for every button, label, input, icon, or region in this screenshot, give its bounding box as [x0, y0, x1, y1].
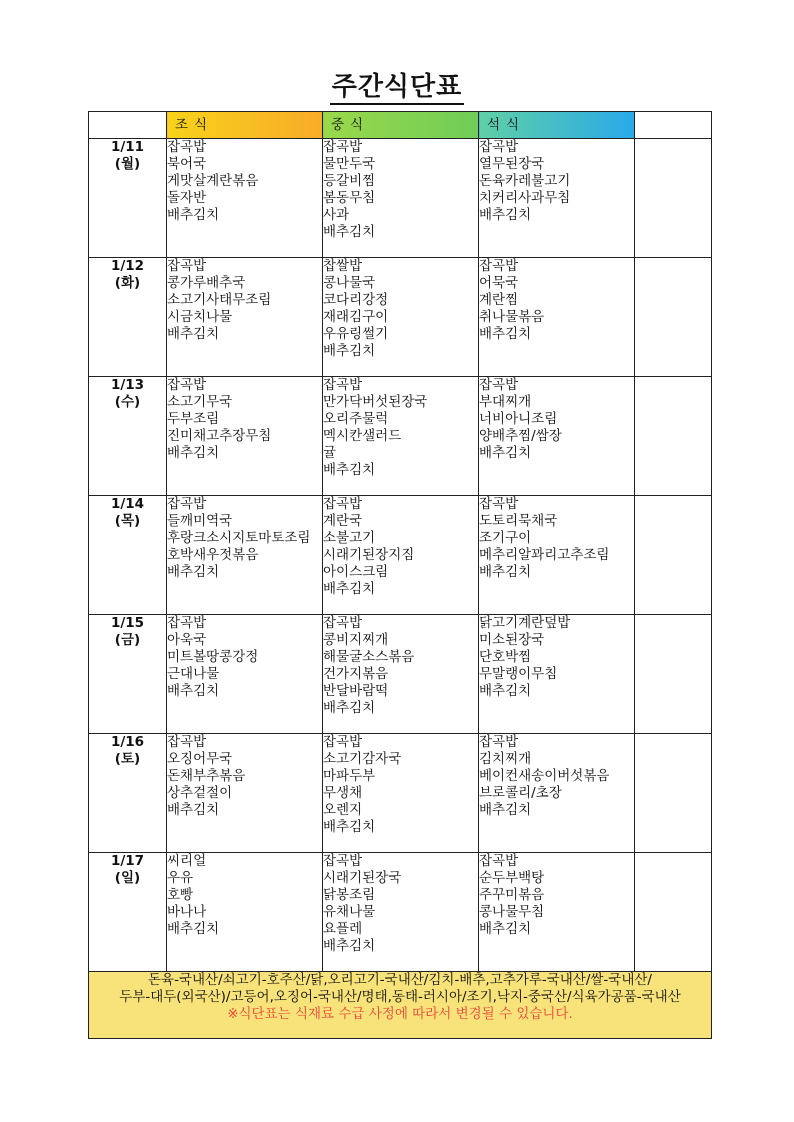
menu-item: 배추김치 — [479, 564, 532, 580]
menu-item: 두부조림 — [167, 411, 220, 427]
menu-item: 아이스크림 — [323, 564, 389, 580]
menu-item: 잡곡밥 — [323, 615, 363, 631]
breakfast-cell — [167, 496, 323, 615]
menu-item: 오징어무국 — [167, 751, 233, 767]
menu-item: 잡곡밥 — [479, 377, 519, 393]
menu-item: 잡곡밥 — [323, 853, 363, 869]
menu-item: 닭고기계란덮밥 — [479, 615, 571, 631]
menu-item: 치커리사과무침 — [479, 190, 571, 206]
weekday-label: (수) — [114, 394, 141, 410]
day-row — [89, 853, 712, 972]
menu-item: 돈채부추볶음 — [167, 768, 246, 784]
menu-item: 들깨미역국 — [167, 513, 233, 529]
menu-item: 잡곡밥 — [167, 615, 207, 631]
menu-item: 잡곡밥 — [167, 496, 207, 512]
menu-item: 부대찌개 — [479, 394, 532, 410]
lunch-cell — [323, 258, 479, 377]
breakfast-cell — [167, 258, 323, 377]
dinner-cell — [479, 615, 635, 734]
page-title — [0, 66, 794, 103]
menu-item: 콩나물국 — [323, 275, 376, 291]
extra-cell — [635, 139, 712, 258]
menu-item: 우유 — [167, 870, 194, 886]
menu-item: 귤 — [323, 445, 337, 461]
day-row — [89, 377, 712, 496]
menu-item: 베이컨새송이버섯볶음 — [479, 768, 610, 784]
breakfast-cell — [167, 615, 323, 734]
menu-item: 콩가루배추국 — [167, 275, 246, 291]
menu-item: 배추김치 — [323, 938, 376, 954]
date-label: 1/12 — [110, 258, 145, 274]
menu-item: 취나물볶음 — [479, 309, 545, 325]
menu-item: 단호박찜 — [479, 649, 532, 665]
menu-item: 우유링썰기 — [323, 326, 389, 342]
menu-item: 배추김치 — [323, 819, 376, 835]
menu-item: 배추김치 — [479, 207, 532, 223]
menu-item: 주꾸미볶음 — [479, 887, 545, 903]
date-cell — [89, 377, 167, 496]
menu-item: 물만두국 — [323, 156, 376, 172]
dinner-cell — [479, 496, 635, 615]
menu-item: 잡곡밥 — [479, 734, 519, 750]
menu-item: 소불고기 — [323, 530, 376, 546]
menu-item: 배추김치 — [479, 683, 532, 699]
menu-item: 잡곡밥 — [167, 377, 207, 393]
menu-item: 김치찌개 — [479, 751, 532, 767]
menu-item: 미트볼땅콩강정 — [167, 649, 259, 665]
header-extra — [635, 112, 712, 139]
day-row — [89, 734, 712, 853]
menu-item: 돈육카레불고기 — [479, 173, 571, 189]
menu-item: 잡곡밥 — [167, 734, 207, 750]
header-dinner: 석식 — [479, 112, 635, 139]
menu-item: 너비아니조림 — [479, 411, 558, 427]
breakfast-cell — [167, 853, 323, 972]
date-label: 1/14 — [110, 496, 145, 512]
lunch-cell — [323, 496, 479, 615]
weekday-label: (목) — [114, 513, 141, 529]
menu-item: 배추김치 — [323, 224, 376, 240]
menu-item: 바나나 — [167, 904, 207, 920]
menu-item: 배추김치 — [167, 326, 220, 342]
menu-item: 멕시칸샐러드 — [323, 428, 402, 444]
breakfast-cell — [167, 377, 323, 496]
lunch-cell — [323, 139, 479, 258]
lunch-cell — [323, 734, 479, 853]
menu-item: 코다리강정 — [323, 292, 389, 308]
menu-item: 요플레 — [323, 921, 363, 937]
day-row — [89, 139, 712, 258]
weekday-label: (화) — [114, 275, 141, 291]
dinner-cell — [479, 139, 635, 258]
menu-item: 찹쌀밥 — [323, 258, 363, 274]
menu-item: 잡곡밥 — [323, 496, 363, 512]
lunch-cell — [323, 853, 479, 972]
menu-item: 반달바람떡 — [323, 683, 389, 699]
header-breakfast: 조식 — [167, 112, 323, 139]
menu-item: 계란찜 — [479, 292, 519, 308]
menu-item: 미소된장국 — [479, 632, 545, 648]
menu-item: 열무된장국 — [479, 156, 545, 172]
menu-item: 근대나물 — [167, 666, 220, 682]
header-row — [89, 112, 712, 139]
date-cell — [89, 139, 167, 258]
menu-item: 배추김치 — [323, 343, 376, 359]
menu-item: 소고기무국 — [167, 394, 233, 410]
menu-item: 마파두부 — [323, 768, 376, 784]
menu-item: 배추김치 — [167, 921, 220, 937]
extra-cell — [635, 615, 712, 734]
origin-line-1: 돈육-국내산/쇠고기-호주산/닭,오리고기-국내산/김치-배추,고추가루-국내산/쌀-국내산/ — [148, 972, 652, 988]
date-cell — [89, 496, 167, 615]
menu-item: 계란국 — [323, 513, 363, 529]
menu-item: 잡곡밥 — [479, 496, 519, 512]
menu-item: 배추김치 — [323, 700, 376, 716]
menu-item: 배추김치 — [167, 564, 220, 580]
date-label: 1/16 — [110, 734, 145, 750]
day-row — [89, 258, 712, 377]
menu-item: 메추리알꽈리고추조림 — [479, 547, 610, 563]
menu-body — [89, 139, 712, 972]
menu-item: 닭봉조림 — [323, 887, 376, 903]
menu-item: 배추김치 — [167, 445, 220, 461]
day-row — [89, 615, 712, 734]
menu-item: 잡곡밥 — [479, 139, 519, 155]
menu-item: 해물굴소스볶음 — [323, 649, 415, 665]
dinner-cell — [479, 258, 635, 377]
date-cell — [89, 853, 167, 972]
page-title-text: 주간식단표 — [330, 72, 465, 105]
weekday-label: (월) — [114, 156, 141, 172]
menu-item: 배추김치 — [323, 462, 376, 478]
date-label: 1/15 — [110, 615, 145, 631]
menu-item: 브로콜리/초장 — [479, 785, 562, 801]
extra-cell — [635, 853, 712, 972]
menu-item: 도토리묵채국 — [479, 513, 558, 529]
menu-item: 유채나물 — [323, 904, 376, 920]
extra-cell — [635, 734, 712, 853]
menu-item: 무생채 — [323, 785, 363, 801]
header-lunch: 중식 — [323, 112, 479, 139]
menu-item: 소고기감자국 — [323, 751, 402, 767]
menu-item: 시래기된장지짐 — [323, 547, 415, 563]
menu-item: 호박새우젓볶음 — [167, 547, 259, 563]
menu-item: 호빵 — [167, 887, 194, 903]
menu-item: 배추김치 — [323, 581, 376, 597]
menu-item: 배추김치 — [479, 802, 532, 818]
extra-cell — [635, 258, 712, 377]
weekday-label: (금) — [114, 632, 141, 648]
menu-item: 배추김치 — [479, 921, 532, 937]
menu-item: 잡곡밥 — [323, 377, 363, 393]
menu-item: 잡곡밥 — [167, 258, 207, 274]
menu-item: 잡곡밥 — [323, 734, 363, 750]
date-label: 1/17 — [110, 853, 145, 869]
menu-item: 만가닥버섯된장국 — [323, 394, 428, 410]
footer-row — [89, 972, 712, 1039]
weekday-label: (토) — [114, 751, 141, 767]
date-label: 1/11 — [110, 139, 145, 155]
menu-item: 등갈비찜 — [323, 173, 376, 189]
menu-item: 콩비지찌개 — [323, 632, 389, 648]
menu-item: 순두부백탕 — [479, 870, 545, 886]
menu-item: 배추김치 — [167, 802, 220, 818]
menu-item: 시래기된장국 — [323, 870, 402, 886]
menu-item: 잡곡밥 — [479, 258, 519, 274]
dinner-cell — [479, 734, 635, 853]
menu-item: 콩나물무침 — [479, 904, 545, 920]
menu-item: 재래김구이 — [323, 309, 389, 325]
menu-item: 게맛살계란볶음 — [167, 173, 259, 189]
date-cell — [89, 258, 167, 377]
menu-item: 봄동무침 — [323, 190, 376, 206]
weekday-label: (일) — [114, 870, 141, 886]
menu-item: 배추김치 — [479, 326, 532, 342]
menu-item: 오렌지 — [323, 802, 363, 818]
menu-item: 씨리얼 — [167, 853, 207, 869]
dinner-cell — [479, 377, 635, 496]
menu-item: 후랑크소시지토마토조림 — [167, 530, 311, 546]
change-notice: ※식단표는 식재료 수급 사정에 따라서 변경될 수 있습니다. — [227, 1006, 573, 1022]
dinner-cell — [479, 853, 635, 972]
breakfast-cell — [167, 139, 323, 258]
menu-item: 양배추찜/쌈장 — [479, 428, 562, 444]
menu-item: 잡곡밥 — [323, 139, 363, 155]
breakfast-cell — [167, 734, 323, 853]
menu-item: 무말랭이무침 — [479, 666, 558, 682]
lunch-cell — [323, 615, 479, 734]
menu-item: 잡곡밥 — [167, 139, 207, 155]
origin-line-2: 두부-대두(외국산)/고등어,오징어-국내산/명태,동태-러시아/조기,낙지-중국산/식육가공품-국내산 — [119, 989, 681, 1005]
menu-item: 건가지볶음 — [323, 666, 389, 682]
menu-item: 상추겉절이 — [167, 785, 233, 801]
date-cell — [89, 615, 167, 734]
menu-item: 소고기사태무조림 — [167, 292, 272, 308]
date-cell — [89, 734, 167, 853]
origin-info — [89, 972, 712, 1039]
day-row — [89, 496, 712, 615]
menu-item: 잡곡밥 — [479, 853, 519, 869]
menu-item: 돌자반 — [167, 190, 207, 206]
menu-item: 진미채고추장무침 — [167, 428, 272, 444]
menu-item: 배추김치 — [167, 207, 220, 223]
extra-cell — [635, 496, 712, 615]
menu-item: 사과 — [323, 207, 350, 223]
menu-item: 오리주물럭 — [323, 411, 389, 427]
menu-item: 배추김치 — [479, 445, 532, 461]
menu-item: 어묵국 — [479, 275, 519, 291]
lunch-cell — [323, 377, 479, 496]
weekly-menu-table — [88, 111, 712, 1039]
menu-item: 조기구이 — [479, 530, 532, 546]
date-label: 1/13 — [110, 377, 145, 393]
menu-item: 북어국 — [167, 156, 207, 172]
menu-item: 배추김치 — [167, 683, 220, 699]
menu-item: 아욱국 — [167, 632, 207, 648]
header-blank — [89, 112, 167, 139]
menu-item: 시금치나물 — [167, 309, 233, 325]
extra-cell — [635, 377, 712, 496]
